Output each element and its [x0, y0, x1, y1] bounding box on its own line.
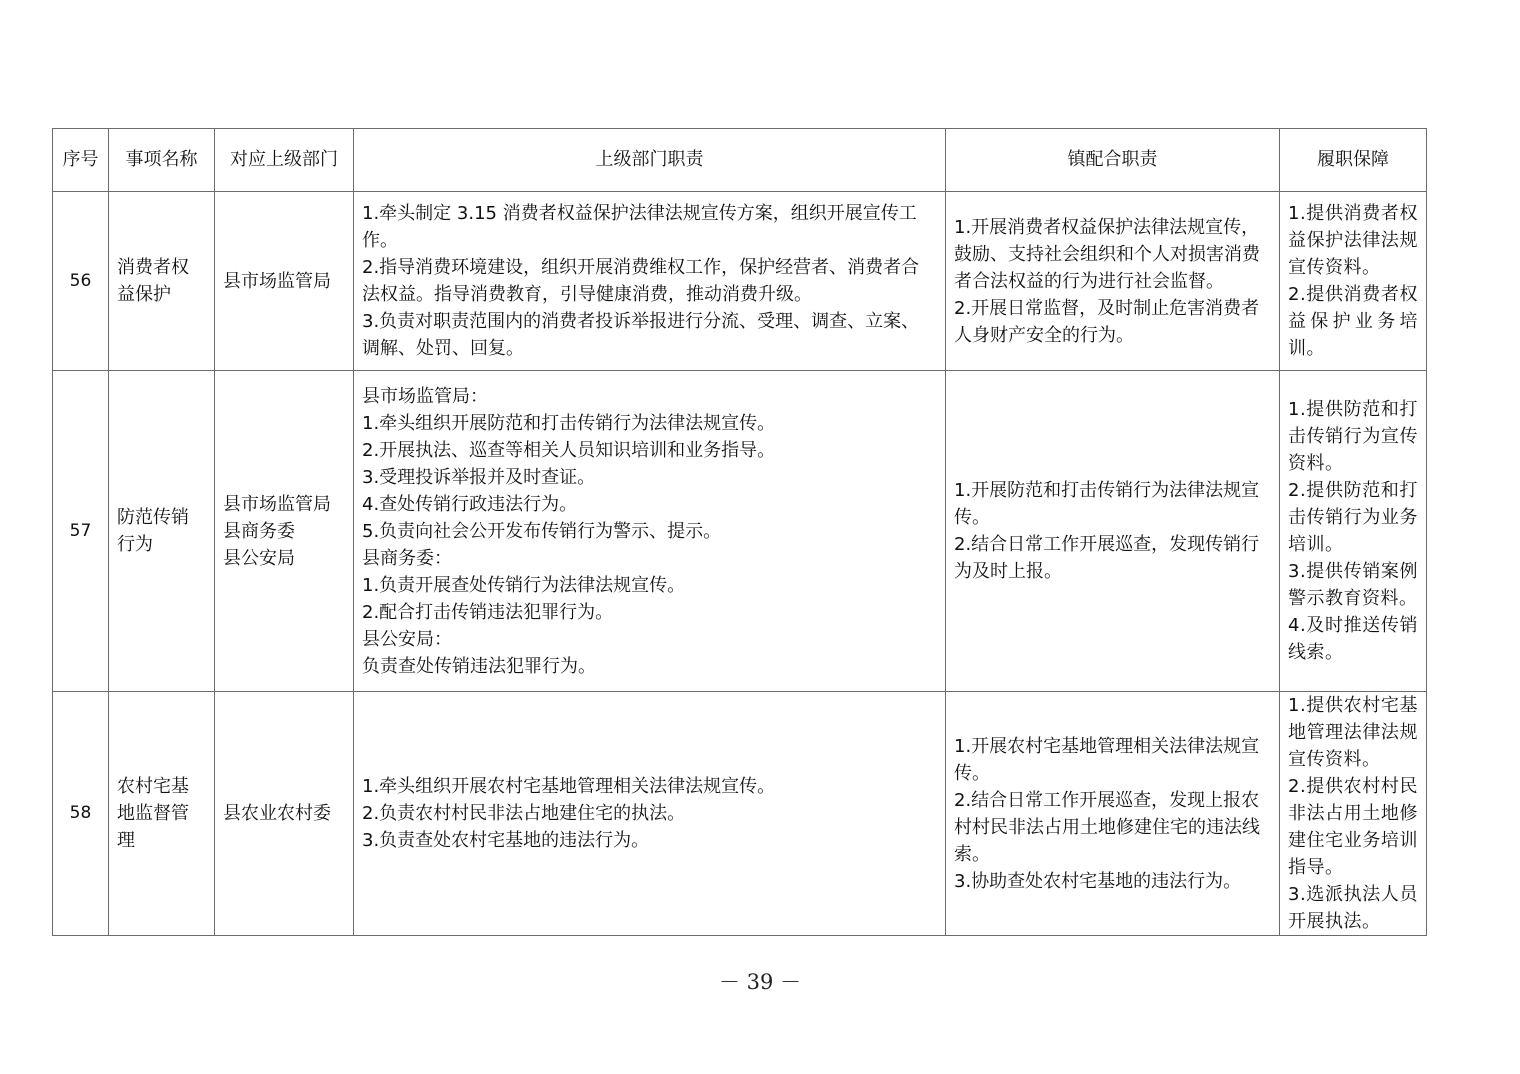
town-duty-line: 1.开展消费者权益保护法律法规宣传，鼓励、支持社会组织和个人对损害消费者合法权益的行为进行社会监督。	[954, 216, 1260, 292]
town-duty-line: 2.结合日常工作开展巡查，发现上报农村村民非法占用土地修建住宅的违法线索。	[954, 789, 1260, 865]
guarantee-line: 2.提供消费者权益保护业务培训。	[1288, 284, 1418, 359]
cell-guarantee	[1280, 371, 1427, 692]
cell-no: 58	[53, 692, 109, 936]
table-header-row	[53, 129, 1427, 192]
town-duty-line: 1.开展农村宅基地管理相关法律法规宣传。	[954, 735, 1260, 784]
cell-item-name: 消费者权益保护	[109, 192, 215, 371]
upper-duty-line: 县市场监管局：	[362, 385, 488, 407]
upper-duty-line: 县公安局：	[362, 628, 452, 650]
cell-upper-dept	[215, 371, 354, 692]
cell-town-duty	[946, 692, 1280, 936]
upper-duty-line: 4.查处传销行政违法行为。	[362, 493, 578, 515]
upper-duty-line: 1.牵头制定 3.15 消费者权益保护法律法规宣传方案，组织开展宣传工作。	[362, 203, 917, 251]
cell-upper-duty	[354, 192, 946, 371]
guarantee-line: 2.提供防范和打击传销行为业务培训。	[1288, 480, 1418, 555]
town-duty-line: 2.开展日常监督，及时制止危害消费者人身财产安全的行为。	[954, 297, 1260, 346]
upper-duty-line: 3.负责查处农村宅基地的违法行为。	[362, 830, 650, 851]
guarantee-line: 3.选派执法人员开展执法。	[1288, 884, 1418, 932]
dept-line: 县农业农村委	[223, 803, 331, 824]
upper-duty-line: 5.负责向社会公开发布传销行为警示、提示。	[362, 520, 722, 542]
dept-line: 县公安局	[223, 547, 295, 569]
table-row	[53, 192, 1427, 371]
cell-guarantee	[1280, 192, 1427, 371]
upper-duty-line: 3.负责对职责范围内的消费者投诉举报进行分流、受理、调查、立案、调解、处罚、回复。	[362, 311, 920, 359]
guarantee-line: 2.提供农村村民非法占用土地修建住宅业务培训指导。	[1288, 776, 1418, 878]
guarantee-line: 1.提供农村宅基地管理法律法规宣传资料。	[1288, 695, 1418, 770]
upper-duty-line: 1.牵头组织开展防范和打击传销行为法律法规宣传。	[362, 412, 776, 434]
guarantee-line: 3.提供传销案例警示教育资料。	[1288, 561, 1418, 609]
duty-table	[52, 128, 1427, 936]
cell-upper-duty	[354, 692, 946, 936]
cell-town-duty	[946, 192, 1280, 371]
page-number: － 39 －	[718, 970, 802, 994]
cell-upper-duty	[354, 371, 946, 692]
cell-no: 57	[53, 371, 109, 692]
header-item-name: 事项名称	[109, 129, 215, 192]
header-no: 序号	[53, 129, 109, 192]
town-duty-line: 1.开展防范和打击传销行为法律法规宣传。	[954, 480, 1260, 528]
guarantee-line: 1.提供防范和打击传销行为宣传资料。	[1288, 399, 1418, 474]
header-town-duty: 镇配合职责	[946, 129, 1280, 192]
upper-duty-line: 负责查处传销违法犯罪行为。	[362, 655, 596, 677]
table-row	[53, 692, 1427, 936]
town-duty-line: 2.结合日常工作开展巡查，发现传销行为及时上报。	[954, 534, 1260, 582]
upper-duty-line: 县商务委：	[362, 547, 452, 569]
header-upper-duty: 上级部门职责	[354, 129, 946, 192]
guarantee-line: 4.及时推送传销线索。	[1288, 615, 1418, 663]
guarantee-line: 1.提供消费者权益保护法律法规宣传资料。	[1288, 203, 1418, 278]
cell-guarantee	[1280, 692, 1427, 936]
dept-line: 县商务委	[223, 520, 295, 542]
town-duty-line: 3.协助查处农村宅基地的违法行为。	[954, 870, 1242, 892]
cell-upper-dept	[215, 192, 354, 371]
dept-line: 县市场监管局	[223, 493, 331, 515]
cell-upper-dept	[215, 692, 354, 936]
dept-line: 县市场监管局	[223, 270, 331, 292]
cell-town-duty	[946, 371, 1280, 692]
header-upper-dept: 对应上级部门	[215, 129, 354, 192]
upper-duty-line: 2.指导消费环境建设，组织开展消费维权工作，保护经营者、消费者合法权益。指导消费教育，引导健康消费，推动消费升级。	[362, 257, 920, 305]
upper-duty-line: 1.负责开展查处传销行为法律法规宣传。	[362, 574, 686, 596]
upper-duty-line: 2.开展执法、巡查等相关人员知识培训和业务指导。	[362, 439, 776, 461]
upper-duty-line: 2.负责农村村民非法占地建住宅的执法。	[362, 803, 686, 824]
upper-duty-line: 2.配合打击传销违法犯罪行为。	[362, 601, 614, 623]
header-guarantee: 履职保障	[1280, 129, 1427, 192]
cell-no: 56	[53, 192, 109, 371]
cell-item-name: 防范传销行为	[109, 371, 215, 692]
table-row	[53, 371, 1427, 692]
upper-duty-line: 1.牵头组织开展农村宅基地管理相关法律法规宣传。	[362, 776, 776, 797]
upper-duty-line: 3.受理投诉举报并及时查证。	[362, 466, 596, 488]
cell-item-name: 农村宅基地监督管理	[109, 692, 215, 936]
